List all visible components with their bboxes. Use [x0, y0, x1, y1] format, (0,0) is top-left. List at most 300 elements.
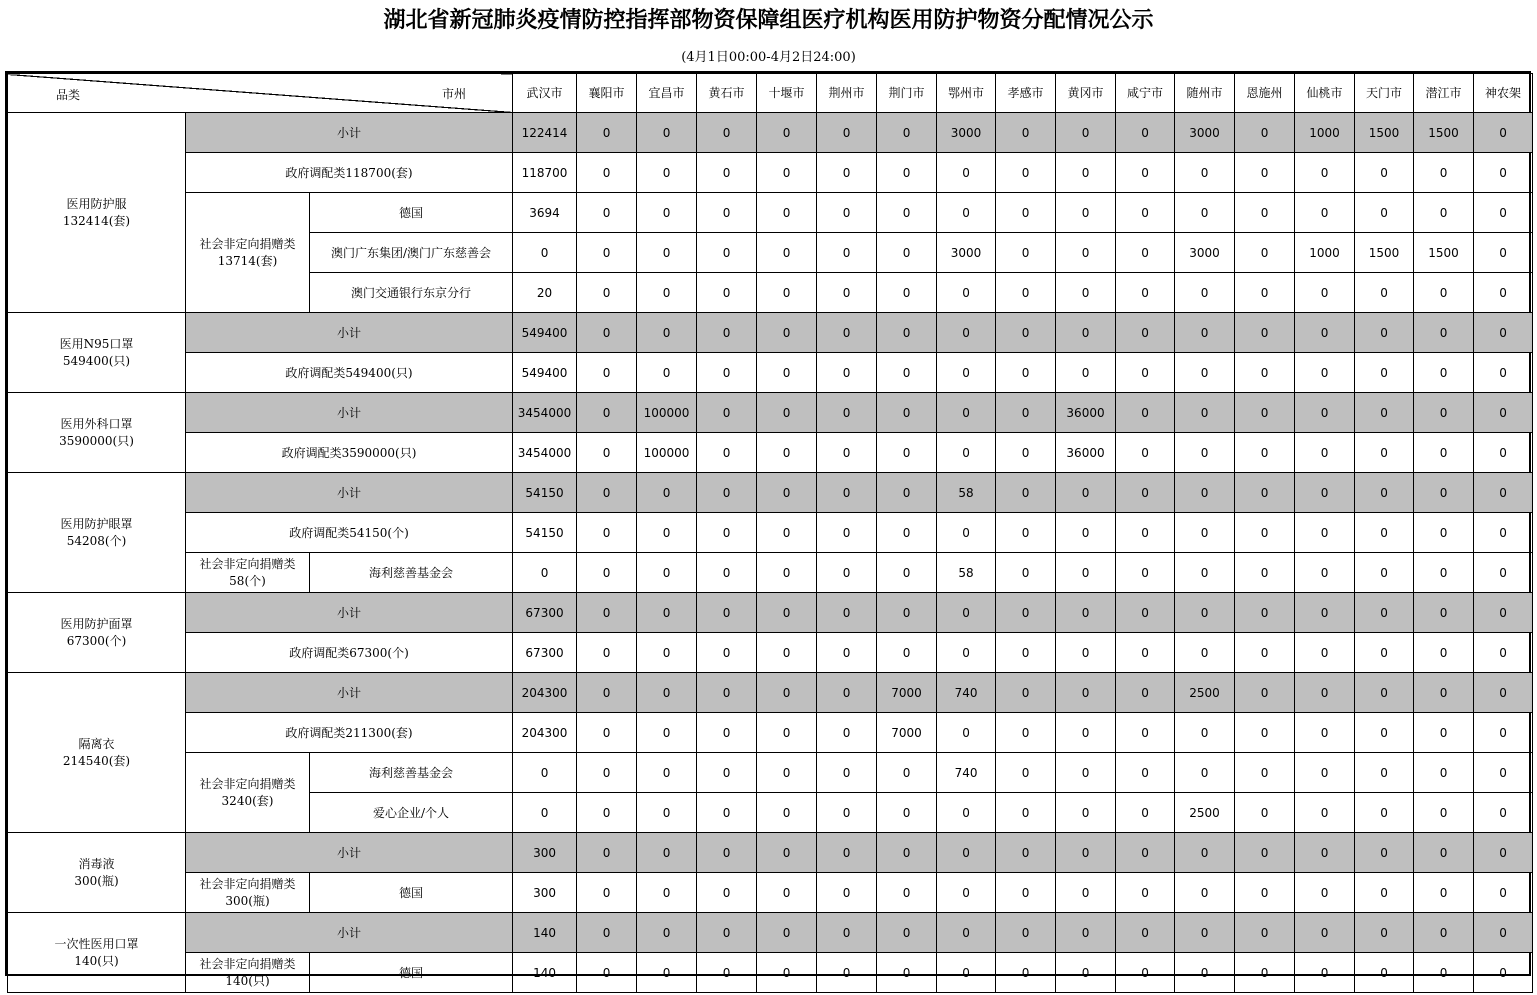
value-cell: 0 [1474, 473, 1533, 513]
value-cell: 0 [1355, 753, 1414, 793]
value-cell: 0 [1175, 473, 1235, 513]
category-total: 140(只) [74, 953, 119, 968]
city-header: 孝感市 [996, 74, 1056, 113]
subtotal-label: 小计 [186, 113, 513, 153]
category-cell [8, 313, 186, 393]
value-cell: 0 [577, 473, 637, 513]
value-cell: 0 [1116, 593, 1175, 633]
value-cell: 0 [817, 633, 877, 673]
value-cell: 0 [1295, 753, 1355, 793]
value-cell: 0 [817, 153, 877, 193]
value-cell: 0 [877, 513, 937, 553]
value-cell: 0 [1414, 433, 1474, 473]
value-cell: 0 [1355, 433, 1414, 473]
value-cell: 0 [1474, 793, 1533, 833]
value-cell: 0 [637, 873, 697, 913]
donation-class-total: 140(只) [225, 973, 270, 988]
value-cell: 0 [697, 313, 757, 353]
value-cell: 1000 [1295, 233, 1355, 273]
value-cell: 0 [637, 313, 697, 353]
value-cell: 0 [637, 913, 697, 953]
value-cell: 0 [1235, 313, 1295, 353]
value-cell: 0 [577, 913, 637, 953]
subtotal-row [8, 393, 1533, 433]
value-cell: 0 [1175, 433, 1235, 473]
value-cell: 0 [1056, 833, 1116, 873]
allocation-table-container [5, 71, 1531, 988]
value-cell: 0 [1175, 273, 1235, 313]
category-cell [8, 473, 186, 593]
value-cell: 0 [577, 153, 637, 193]
value-cell: 0 [577, 953, 637, 993]
value-cell: 204300 [513, 673, 577, 713]
value-cell: 0 [1474, 393, 1533, 433]
value-cell: 0 [1116, 353, 1175, 393]
value-cell: 0 [1056, 113, 1116, 153]
value-cell: 0 [1175, 833, 1235, 873]
value-cell: 0 [697, 873, 757, 913]
value-cell: 0 [937, 873, 996, 913]
government-allocation-label: 政府调配类118700(套) [186, 153, 513, 193]
category-cell [8, 673, 186, 833]
donation-class-cell [186, 753, 310, 833]
value-cell: 0 [1474, 633, 1533, 673]
value-cell: 0 [996, 833, 1056, 873]
value-cell: 0 [577, 233, 637, 273]
donation-class-cell [186, 953, 310, 993]
value-cell: 0 [637, 753, 697, 793]
value-cell: 0 [937, 833, 996, 873]
value-cell: 0 [757, 433, 817, 473]
value-cell: 0 [817, 873, 877, 913]
value-cell: 0 [757, 513, 817, 553]
value-cell: 0 [817, 273, 877, 313]
category-name: 医用防护眼罩 [60, 516, 133, 531]
value-cell: 0 [996, 593, 1056, 633]
value-cell: 0 [577, 753, 637, 793]
value-cell: 0 [996, 153, 1056, 193]
value-cell: 0 [877, 753, 937, 793]
value-cell: 0 [1175, 913, 1235, 953]
value-cell: 0 [996, 393, 1056, 433]
category-total: 54208(个) [66, 533, 127, 548]
subtotal-label: 小计 [186, 593, 513, 633]
subtotal-label: 小计 [186, 473, 513, 513]
value-cell: 0 [1235, 873, 1295, 913]
value-cell: 0 [1414, 633, 1474, 673]
value-cell: 0 [937, 153, 996, 193]
government-allocation-label: 政府调配类3590000(只) [186, 433, 513, 473]
value-cell: 0 [1414, 713, 1474, 753]
value-cell: 1500 [1355, 233, 1414, 273]
subtotal-label: 小计 [186, 313, 513, 353]
value-cell: 0 [937, 953, 996, 993]
value-cell: 0 [996, 713, 1056, 753]
table-row [8, 633, 1533, 673]
donation-class-label: 社会非定向捐赠类 [199, 876, 296, 891]
value-cell: 0 [757, 873, 817, 913]
value-cell: 0 [1056, 353, 1116, 393]
value-cell: 0 [577, 193, 637, 233]
value-cell: 0 [817, 913, 877, 953]
value-cell: 0 [1295, 673, 1355, 713]
value-cell: 0 [1414, 193, 1474, 233]
value-cell: 100000 [637, 393, 697, 433]
value-cell: 0 [1355, 833, 1414, 873]
value-cell: 300 [513, 873, 577, 913]
value-cell: 0 [1116, 673, 1175, 713]
value-cell: 0 [1295, 593, 1355, 633]
value-cell: 0 [1474, 913, 1533, 953]
value-cell: 0 [1056, 793, 1116, 833]
value-cell: 0 [1056, 473, 1116, 513]
value-cell: 0 [1116, 433, 1175, 473]
subtotal-label: 小计 [186, 393, 513, 433]
value-cell: 0 [1116, 193, 1175, 233]
value-cell: 0 [996, 273, 1056, 313]
category-cell [8, 913, 186, 993]
category-cell [8, 113, 186, 313]
subtotal-row [8, 473, 1533, 513]
value-cell: 0 [877, 553, 937, 593]
value-cell: 0 [1116, 913, 1175, 953]
value-cell: 0 [1295, 273, 1355, 313]
value-cell: 0 [697, 593, 757, 633]
value-cell: 740 [937, 753, 996, 793]
donation-class-total: 300(瓶) [225, 893, 270, 908]
value-cell: 0 [1414, 473, 1474, 513]
city-header: 仙桃市 [1295, 74, 1355, 113]
value-cell: 0 [697, 513, 757, 553]
value-cell: 0 [877, 113, 937, 153]
value-cell: 0 [937, 793, 996, 833]
value-cell: 0 [1056, 593, 1116, 633]
category-total: 3590000(只) [59, 433, 134, 448]
value-cell: 0 [1175, 313, 1235, 353]
value-cell: 0 [1175, 353, 1235, 393]
value-cell: 0 [697, 233, 757, 273]
value-cell: 0 [1116, 793, 1175, 833]
value-cell: 0 [1414, 353, 1474, 393]
value-cell: 0 [1116, 473, 1175, 513]
value-cell: 3000 [937, 233, 996, 273]
value-cell: 0 [996, 953, 1056, 993]
value-cell: 0 [697, 673, 757, 713]
value-cell: 0 [1056, 713, 1116, 753]
value-cell: 0 [1355, 953, 1414, 993]
city-header: 黄冈市 [1056, 74, 1116, 113]
value-cell: 0 [877, 913, 937, 953]
city-header: 宜昌市 [637, 74, 697, 113]
value-cell: 0 [996, 353, 1056, 393]
value-cell: 0 [1414, 753, 1474, 793]
value-cell: 0 [1235, 273, 1295, 313]
category-name: 医用N95口罩 [59, 336, 134, 351]
value-cell: 0 [637, 713, 697, 753]
donor-label: 澳门广东集团/澳门广东慈善会 [310, 233, 513, 273]
value-cell: 0 [697, 953, 757, 993]
value-cell: 0 [817, 113, 877, 153]
value-cell: 0 [817, 753, 877, 793]
subtotal-label: 小计 [186, 673, 513, 713]
value-cell: 0 [1175, 513, 1235, 553]
value-cell: 0 [1056, 273, 1116, 313]
table-row [8, 353, 1533, 393]
value-cell: 0 [996, 433, 1056, 473]
value-cell: 0 [1355, 633, 1414, 673]
value-cell: 0 [1056, 233, 1116, 273]
value-cell: 0 [577, 873, 637, 913]
value-cell: 0 [1474, 153, 1533, 193]
value-cell: 0 [817, 833, 877, 873]
value-cell: 0 [1295, 433, 1355, 473]
value-cell: 0 [877, 873, 937, 913]
category-total: 132414(套) [62, 213, 131, 228]
value-cell: 0 [757, 313, 817, 353]
value-cell: 0 [1295, 313, 1355, 353]
value-cell: 1500 [1414, 233, 1474, 273]
value-cell: 0 [937, 193, 996, 233]
table-body [8, 74, 1533, 993]
subtotal-row [8, 593, 1533, 633]
value-cell: 0 [757, 673, 817, 713]
value-cell: 3000 [1175, 233, 1235, 273]
value-cell: 0 [996, 473, 1056, 513]
value-cell: 3694 [513, 193, 577, 233]
header-diagonal-cell [8, 74, 513, 113]
value-cell: 0 [1175, 953, 1235, 993]
value-cell: 0 [1235, 353, 1295, 393]
value-cell: 54150 [513, 513, 577, 553]
value-cell: 0 [1056, 673, 1116, 713]
value-cell: 0 [817, 673, 877, 713]
value-cell: 0 [697, 753, 757, 793]
value-cell: 36000 [1056, 433, 1116, 473]
page-title: 湖北省新冠肺炎疫情防控指挥部物资保障组医疗机构医用防护物资分配情况公示 [383, 8, 1154, 33]
value-cell: 0 [1235, 793, 1295, 833]
value-cell: 0 [637, 353, 697, 393]
value-cell: 0 [757, 553, 817, 593]
value-cell: 0 [697, 553, 757, 593]
value-cell: 0 [877, 313, 937, 353]
value-cell: 0 [996, 673, 1056, 713]
value-cell: 0 [757, 193, 817, 233]
value-cell: 0 [937, 593, 996, 633]
value-cell: 0 [1355, 553, 1414, 593]
value-cell: 0 [637, 113, 697, 153]
value-cell: 0 [817, 313, 877, 353]
city-header: 咸宁市 [1116, 74, 1175, 113]
value-cell: 67300 [513, 633, 577, 673]
value-cell: 0 [1474, 313, 1533, 353]
value-cell: 0 [757, 593, 817, 633]
value-cell: 0 [1414, 513, 1474, 553]
allocation-table [7, 73, 1533, 993]
value-cell: 0 [817, 393, 877, 433]
value-cell: 0 [996, 753, 1056, 793]
value-cell: 0 [1235, 393, 1295, 433]
value-cell: 0 [877, 353, 937, 393]
value-cell: 0 [996, 913, 1056, 953]
value-cell: 0 [1175, 633, 1235, 673]
value-cell: 0 [1355, 393, 1414, 433]
donation-class-label: 社会非定向捐赠类 [199, 776, 296, 791]
value-cell: 0 [877, 393, 937, 433]
category-name: 医用防护面罩 [60, 616, 133, 631]
value-cell: 0 [697, 833, 757, 873]
city-header: 武汉市 [513, 74, 577, 113]
city-header: 潜江市 [1414, 74, 1474, 113]
value-cell: 0 [577, 673, 637, 713]
donation-class-label: 社会非定向捐赠类 [199, 956, 296, 971]
value-cell: 0 [637, 473, 697, 513]
value-cell: 0 [996, 233, 1056, 273]
value-cell: 100000 [637, 433, 697, 473]
value-cell: 0 [1056, 633, 1116, 673]
category-name: 医用外科口罩 [60, 416, 133, 431]
donation-class-total: 58(个) [229, 573, 266, 588]
value-cell: 118700 [513, 153, 577, 193]
value-cell: 0 [1474, 593, 1533, 633]
value-cell: 0 [1235, 433, 1295, 473]
value-cell: 0 [513, 793, 577, 833]
category-name: 医用防护服 [66, 196, 127, 211]
subtotal-label: 小计 [186, 913, 513, 953]
value-cell: 58 [937, 553, 996, 593]
header-row [8, 74, 1533, 113]
value-cell: 0 [877, 433, 937, 473]
value-cell: 0 [1414, 273, 1474, 313]
value-cell: 0 [1056, 753, 1116, 793]
value-cell: 0 [1235, 673, 1295, 713]
value-cell: 0 [996, 313, 1056, 353]
value-cell: 0 [577, 313, 637, 353]
value-cell: 0 [757, 913, 817, 953]
value-cell: 0 [1235, 553, 1295, 593]
value-cell: 0 [577, 113, 637, 153]
value-cell: 0 [1056, 513, 1116, 553]
value-cell: 0 [1235, 713, 1295, 753]
value-cell: 0 [757, 273, 817, 313]
value-cell: 0 [1355, 193, 1414, 233]
value-cell: 0 [817, 713, 877, 753]
value-cell: 0 [1056, 873, 1116, 913]
value-cell: 0 [996, 553, 1056, 593]
value-cell: 0 [757, 233, 817, 273]
value-cell: 0 [1116, 153, 1175, 193]
value-cell: 0 [1355, 913, 1414, 953]
value-cell: 0 [1235, 593, 1295, 633]
value-cell: 0 [817, 553, 877, 593]
value-cell: 0 [577, 593, 637, 633]
value-cell: 140 [513, 913, 577, 953]
value-cell: 0 [1235, 113, 1295, 153]
value-cell: 0 [1474, 673, 1533, 713]
donation-class-cell [186, 193, 310, 313]
value-cell: 0 [757, 473, 817, 513]
value-cell: 0 [1175, 873, 1235, 913]
value-cell: 0 [1295, 393, 1355, 433]
value-cell: 0 [1056, 953, 1116, 993]
value-cell: 3000 [1175, 113, 1235, 153]
value-cell: 0 [1295, 553, 1355, 593]
value-cell: 0 [1474, 433, 1533, 473]
value-cell: 0 [577, 553, 637, 593]
value-cell: 0 [877, 793, 937, 833]
value-cell: 0 [637, 793, 697, 833]
donation-class-cell [186, 553, 310, 593]
value-cell: 0 [513, 553, 577, 593]
value-cell: 36000 [1056, 393, 1116, 433]
value-cell: 0 [1414, 953, 1474, 993]
value-cell: 0 [1175, 713, 1235, 753]
donor-label: 德国 [310, 873, 513, 913]
value-cell: 0 [937, 713, 996, 753]
value-cell: 0 [577, 513, 637, 553]
value-cell: 0 [1116, 633, 1175, 673]
value-cell: 0 [1414, 593, 1474, 633]
value-cell: 0 [1474, 233, 1533, 273]
value-cell: 0 [1355, 513, 1414, 553]
value-cell: 0 [1414, 393, 1474, 433]
value-cell: 0 [1355, 353, 1414, 393]
value-cell: 0 [877, 233, 937, 273]
value-cell: 0 [817, 593, 877, 633]
category-name: 一次性医用口罩 [54, 936, 139, 951]
value-cell: 0 [1116, 833, 1175, 873]
value-cell: 0 [1295, 633, 1355, 673]
value-cell: 0 [1175, 593, 1235, 633]
value-cell: 20 [513, 273, 577, 313]
value-cell: 1000 [1295, 113, 1355, 153]
value-cell: 0 [1235, 833, 1295, 873]
value-cell: 0 [1235, 753, 1295, 793]
value-cell: 54150 [513, 473, 577, 513]
value-cell: 0 [697, 393, 757, 433]
value-cell: 0 [1116, 753, 1175, 793]
value-cell: 0 [1414, 673, 1474, 713]
value-cell: 58 [937, 473, 996, 513]
value-cell: 0 [757, 113, 817, 153]
value-cell: 0 [1355, 713, 1414, 753]
value-cell: 0 [1056, 913, 1116, 953]
value-cell: 0 [1414, 553, 1474, 593]
value-cell: 0 [1056, 193, 1116, 233]
value-cell: 0 [1295, 473, 1355, 513]
value-cell: 0 [697, 793, 757, 833]
value-cell: 0 [1474, 873, 1533, 913]
subtotal-row [8, 313, 1533, 353]
value-cell: 0 [1175, 153, 1235, 193]
value-cell: 204300 [513, 713, 577, 753]
value-cell: 0 [577, 633, 637, 673]
value-cell: 122414 [513, 113, 577, 153]
value-cell: 0 [1474, 353, 1533, 393]
value-cell: 0 [697, 153, 757, 193]
value-cell: 0 [1355, 473, 1414, 513]
value-cell: 0 [996, 113, 1056, 153]
value-cell: 0 [1474, 193, 1533, 233]
value-cell: 0 [996, 633, 1056, 673]
value-cell: 0 [637, 553, 697, 593]
value-cell: 0 [877, 953, 937, 993]
value-cell: 0 [1175, 393, 1235, 433]
donor-label: 爱心企业/个人 [310, 793, 513, 833]
value-cell: 0 [1295, 913, 1355, 953]
value-cell: 0 [1295, 953, 1355, 993]
table-row [8, 873, 1533, 913]
value-cell: 0 [937, 513, 996, 553]
